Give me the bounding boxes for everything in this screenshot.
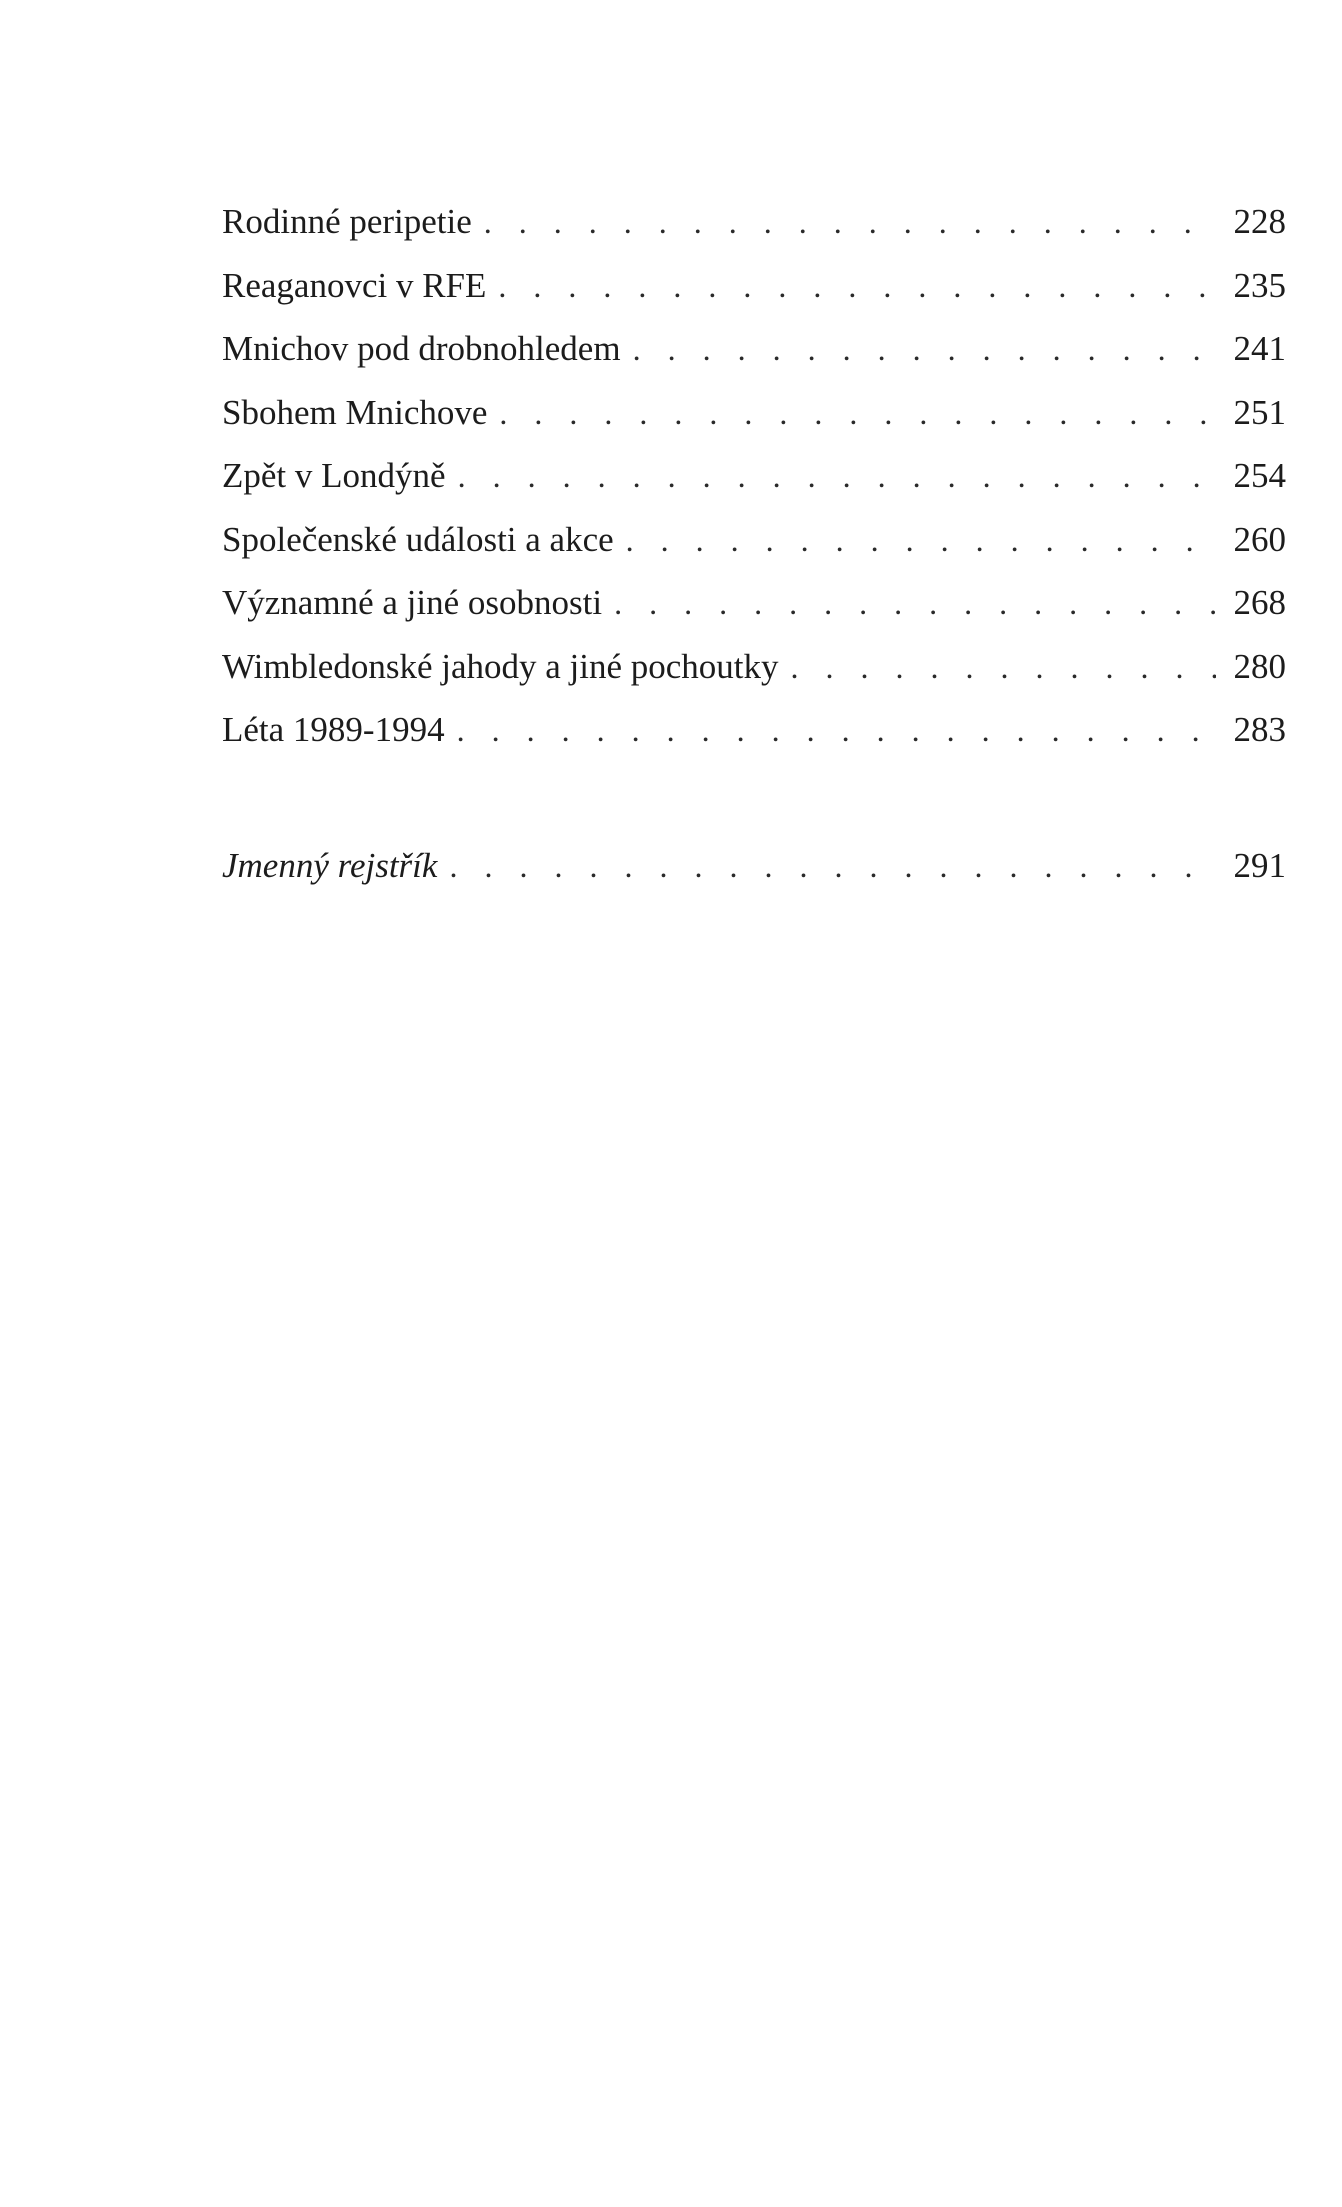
toc-entry (222, 444, 1286, 508)
dot-leader (484, 191, 1216, 254)
dot-leader (499, 382, 1216, 445)
dot-leader (791, 636, 1216, 699)
toc-entry-page: 260 (1233, 519, 1286, 559)
dot-leader (457, 699, 1216, 762)
toc-entry-page: 268 (1233, 583, 1286, 622)
toc-entry-title: Rodinné peripetie (222, 202, 472, 241)
table-of-contents (222, 190, 1286, 897)
toc-index-title: Jmenný rejstřík (222, 845, 438, 885)
dot-leader (614, 572, 1216, 635)
toc-entry (222, 190, 1286, 254)
toc-entry-title: Mnichov pod drobnohledem (222, 329, 621, 368)
dot-leader (449, 835, 1216, 898)
toc-index-entry (222, 834, 1286, 898)
toc-index-page: 291 (1233, 845, 1286, 885)
toc-entry-title: Významné a jiné osobnosti (222, 583, 603, 622)
toc-entry-page: 283 (1233, 710, 1286, 749)
toc-entry-page: 254 (1233, 456, 1286, 495)
toc-entry (222, 571, 1286, 635)
dot-leader (633, 318, 1216, 381)
dot-leader (498, 255, 1216, 318)
toc-entry-page: 251 (1233, 392, 1286, 432)
toc-entry-title: Reaganovci v RFE (222, 265, 487, 305)
toc-entry-title: Wimbledonské jahody a jiné pochoutky (222, 646, 779, 686)
toc-entry-title: Společenské události a akce (222, 519, 614, 559)
toc-entry-title: Léta 1989-1994 (222, 710, 445, 749)
toc-entry-page: 235 (1233, 265, 1286, 305)
toc-entry-title: Sbohem Mnichove (222, 392, 488, 432)
toc-entry (222, 698, 1286, 762)
toc-entry-page: 228 (1233, 202, 1286, 241)
toc-entry (222, 254, 1286, 318)
toc-entry (222, 381, 1286, 445)
toc-entry (222, 508, 1286, 572)
dot-leader (458, 445, 1216, 508)
toc-entry (222, 317, 1286, 381)
toc-entry (222, 635, 1286, 699)
toc-entry-title: Zpět v Londýně (222, 456, 446, 495)
section-gap (222, 762, 1286, 834)
dot-leader (626, 509, 1216, 572)
toc-entry-page: 241 (1233, 329, 1286, 368)
toc-entry-page: 280 (1233, 646, 1286, 686)
